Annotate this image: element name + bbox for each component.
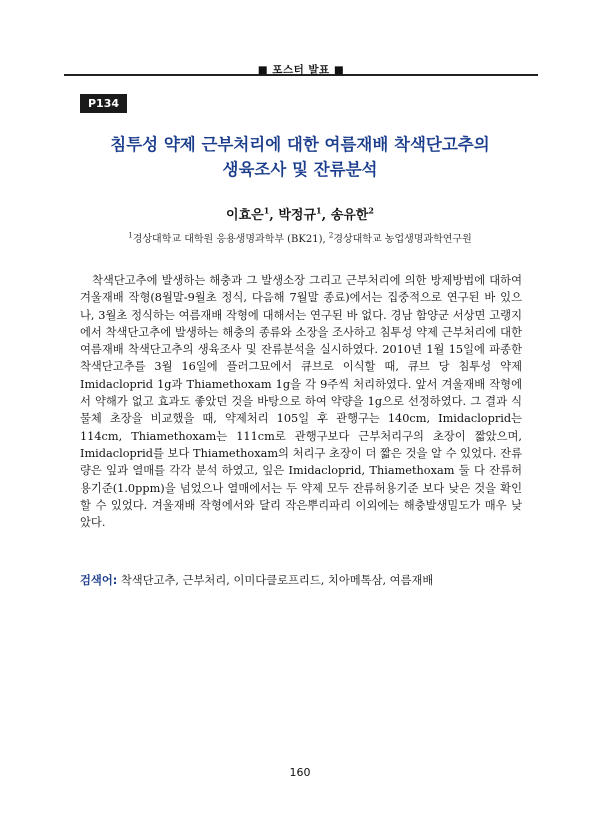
author-name: 박정규 [278, 208, 317, 223]
paper-code-badge: P134 [80, 94, 127, 113]
section-header [64, 58, 538, 76]
author-separator: , [269, 208, 279, 223]
author-affil-mark: 1 [263, 205, 270, 216]
author-name: 이효은 [226, 208, 264, 223]
author-name: 송유한 [330, 208, 369, 223]
keywords-list: 착색단고추, 근부처리, 이미다클로프리드, 치아메톡삼, 여름재배 [120, 574, 434, 587]
author-list [60, 204, 540, 223]
affil-text: 경상대학교 대학원 응용생명과학부 (BK21), [132, 234, 329, 245]
affil-mark: 1 [128, 231, 133, 240]
author-separator: , [321, 208, 331, 223]
author-affil-mark: 1 [316, 205, 322, 216]
keywords [80, 572, 522, 589]
affil-text: 경상대학교 농업생명과학연구원 [333, 234, 472, 245]
title-line-1: 침투성 약제 근부처리에 대한 여름재배 착색단고추의 [110, 135, 490, 154]
abstract-body: 착색단고추에 발생하는 해충과 그 발생소장 그리고 근부처리에 의한 방제방법에 대하여 겨울재배 작형(8월말-9월초 정식, 다음해 7월말 종료)에서는 집중적으로 연구된 바 있으나, 3월초 정식하는 여름재배 작형에 대해서는 연구된 바 없다. 경남 함양군 서상면 고랭지에서 착색단고추에 발생하는 해충의 종류와 소장을 조사하고 침투성 약제 근부처리에 대한 여름재배 착색단고추의 생육조사 및 잔류분석을 실시하였다. 2010년 1월 15일에 파종한 착색단고추를 3월 16일에 플러그묘에서 큐브로 이식할 때, 큐브 당 침투성 약제 Imidacloprid 1g과 Thiamethoxam 1g을 각 9주씩 처리하였다. 앞서 겨울재배 작형에서 약해가 없고 효과도 좋았던 것을 바탕으로 하여 약량을 1g으로 선정하였다. 그 결과 식물체 초장을 비교했을 때, 약제처리 105일 후 관행구는 140cm, Imidacloprid는 114cm, Thiamethoxam는 111cm로 관행구보다 근부처리구의 초장이 짧았으며, Imidacloprid를 보다 Thiamethoxam의 처리구 초장이 더 짧은 것을 알 수 있었다. 잔류량은 잎과 열매를 각각 분석 하였고, 잎은 Imidacloprid, Thiamethoxam 둘 다 잔류허용기준(1.0ppm)을 넘었으나 열매에서는 두 약제 모두 잔류허용기준 보다 낮은 것을 확인할 수 있었다. 겨울재배 작형에서와 달리 작은뿌리파리 이외에는 해충발생밀도가 매우 낮았다. [80, 274, 522, 530]
section-label: ■ 포스터 발표 ■ [257, 64, 345, 76]
author-affil-mark: 2 [368, 205, 374, 216]
keywords-label: 검색어: [80, 574, 118, 587]
affil-mark: 2 [328, 231, 334, 240]
affiliations [60, 230, 540, 245]
title-line-2: 생육조사 및 잔류분석 [222, 160, 378, 179]
paper-title [60, 132, 540, 182]
page-number: 160 [289, 766, 311, 779]
